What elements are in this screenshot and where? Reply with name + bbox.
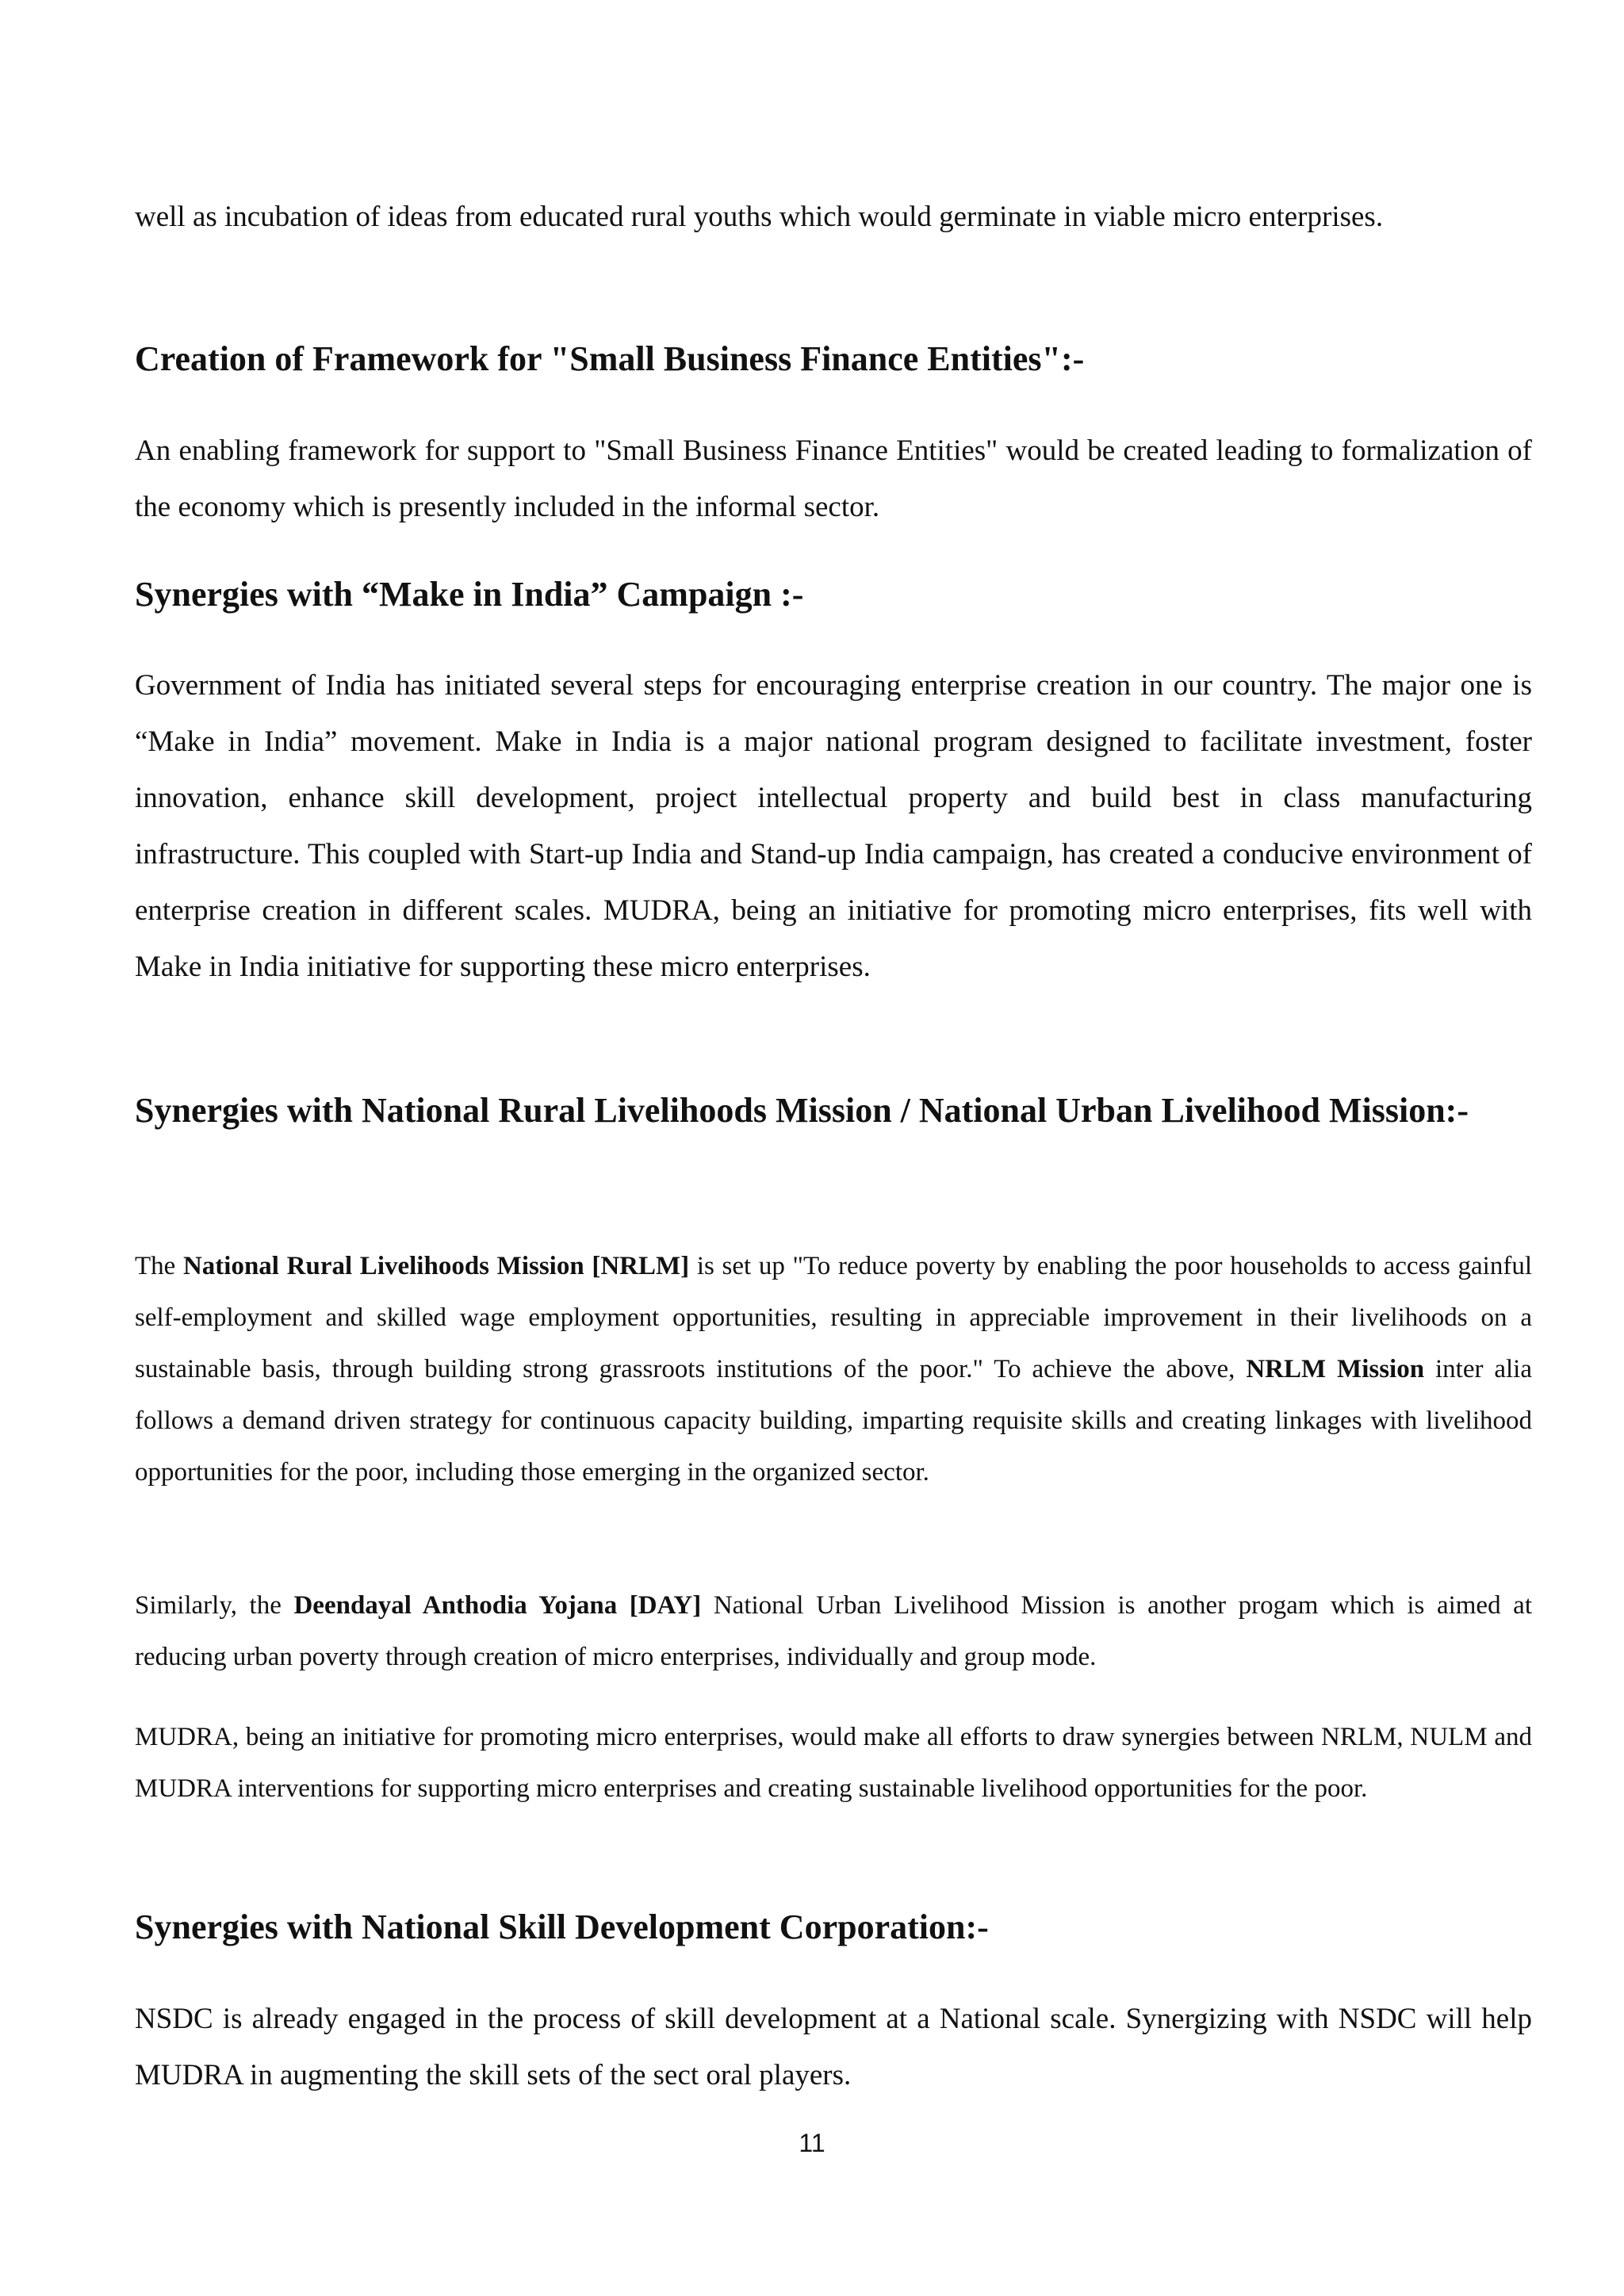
heading-sbfe: Creation of Framework for "Small Business Finance Entities":- <box>135 339 1085 378</box>
day-text-1: Similarly, the <box>135 1591 294 1620</box>
heading-make-in-india: Synergies with “Make in India” Campaign :- <box>135 575 804 614</box>
day-paragraph <box>135 1580 1532 1683</box>
day-text-2: National Urban Livelihood Mission is another progam which is aimed at reducing urban poverty through creation of micro enterprises, individually and group mode. <box>135 1591 1532 1671</box>
nrlm-bold-1: National Rural Livelihoods Mission [NRLM] <box>182 1252 690 1280</box>
heading-nsdc: Synergies with National Skill Development Corporation:- <box>135 1908 989 1946</box>
day-bold-1: Deendayal Anthodia Yojana [DAY] <box>293 1591 702 1620</box>
document-page <box>135 0 1532 2296</box>
nrlm-text-2: is set up "To reduce poverty by enabling the poor households to access gainful self-employment and skilled wage employment opportunities, resulting in appreciable improvement in their livelihoods on a sustainable basis, through building strong grassroots institutions of the poor." To achieve the above, <box>135 1252 1533 1383</box>
nrlm-bold-2: NRLM Mission <box>1246 1355 1425 1383</box>
nrlm-text-1: The <box>135 1252 183 1280</box>
mudra-synergy-paragraph: MUDRA, being an initiative for promoting micro enterprises, would make all efforts to draw synergies between NRLM, NULM and MUDRA interventions for supporting micro enterprises and creating sustainable livelihood opportunities for the poor. <box>135 1723 1532 1803</box>
intro-paragraph: well as incubation of ideas from educated rural youths which would germinate in viable micro enterprises. <box>135 201 1384 233</box>
nrlm-text-3: inter alia follows a demand driven strategy for continuous capacity building, imparting requisite skills and creating linkages with livelihood opportunities for the poor, including those emerging in the organized sector. <box>135 1355 1532 1487</box>
heading-nrlm-nulm: Synergies with National Rural Livelihoods Mission / National Urban Livelihood Mission:- <box>135 1091 1469 1130</box>
nrlm-paragraph <box>135 1241 1532 1498</box>
make-in-india-paragraph: Government of India has initiated several steps for encouraging enterprise creation in our country. The major one is “Make in India” movement. Make in India is a major national program designed to facilitate investment, foster innovation, enhance skill development, project intellectual property and build best in class manufacturing infrastructure. This coupled with Start-up India and Stand-up India campaign, has created a conducive environment of enterprise creation in different scales. MUDRA, being an initiative for promoting micro enterprises, fits well with Make in India initiative for supporting these micro enterprises. <box>135 669 1532 983</box>
page-number: 11 <box>799 2129 825 2157</box>
nsdc-paragraph: NSDC is already engaged in the process of skill development at a National scale. Synergizing with NSDC will help MUDRA in augmenting the skill sets of the sect oral players. <box>135 2003 1532 2091</box>
sbfe-paragraph: An enabling framework for support to "Small Business Finance Entities" would be created leading to formalization of the economy which is presently included in the informal sector. <box>135 434 1532 523</box>
